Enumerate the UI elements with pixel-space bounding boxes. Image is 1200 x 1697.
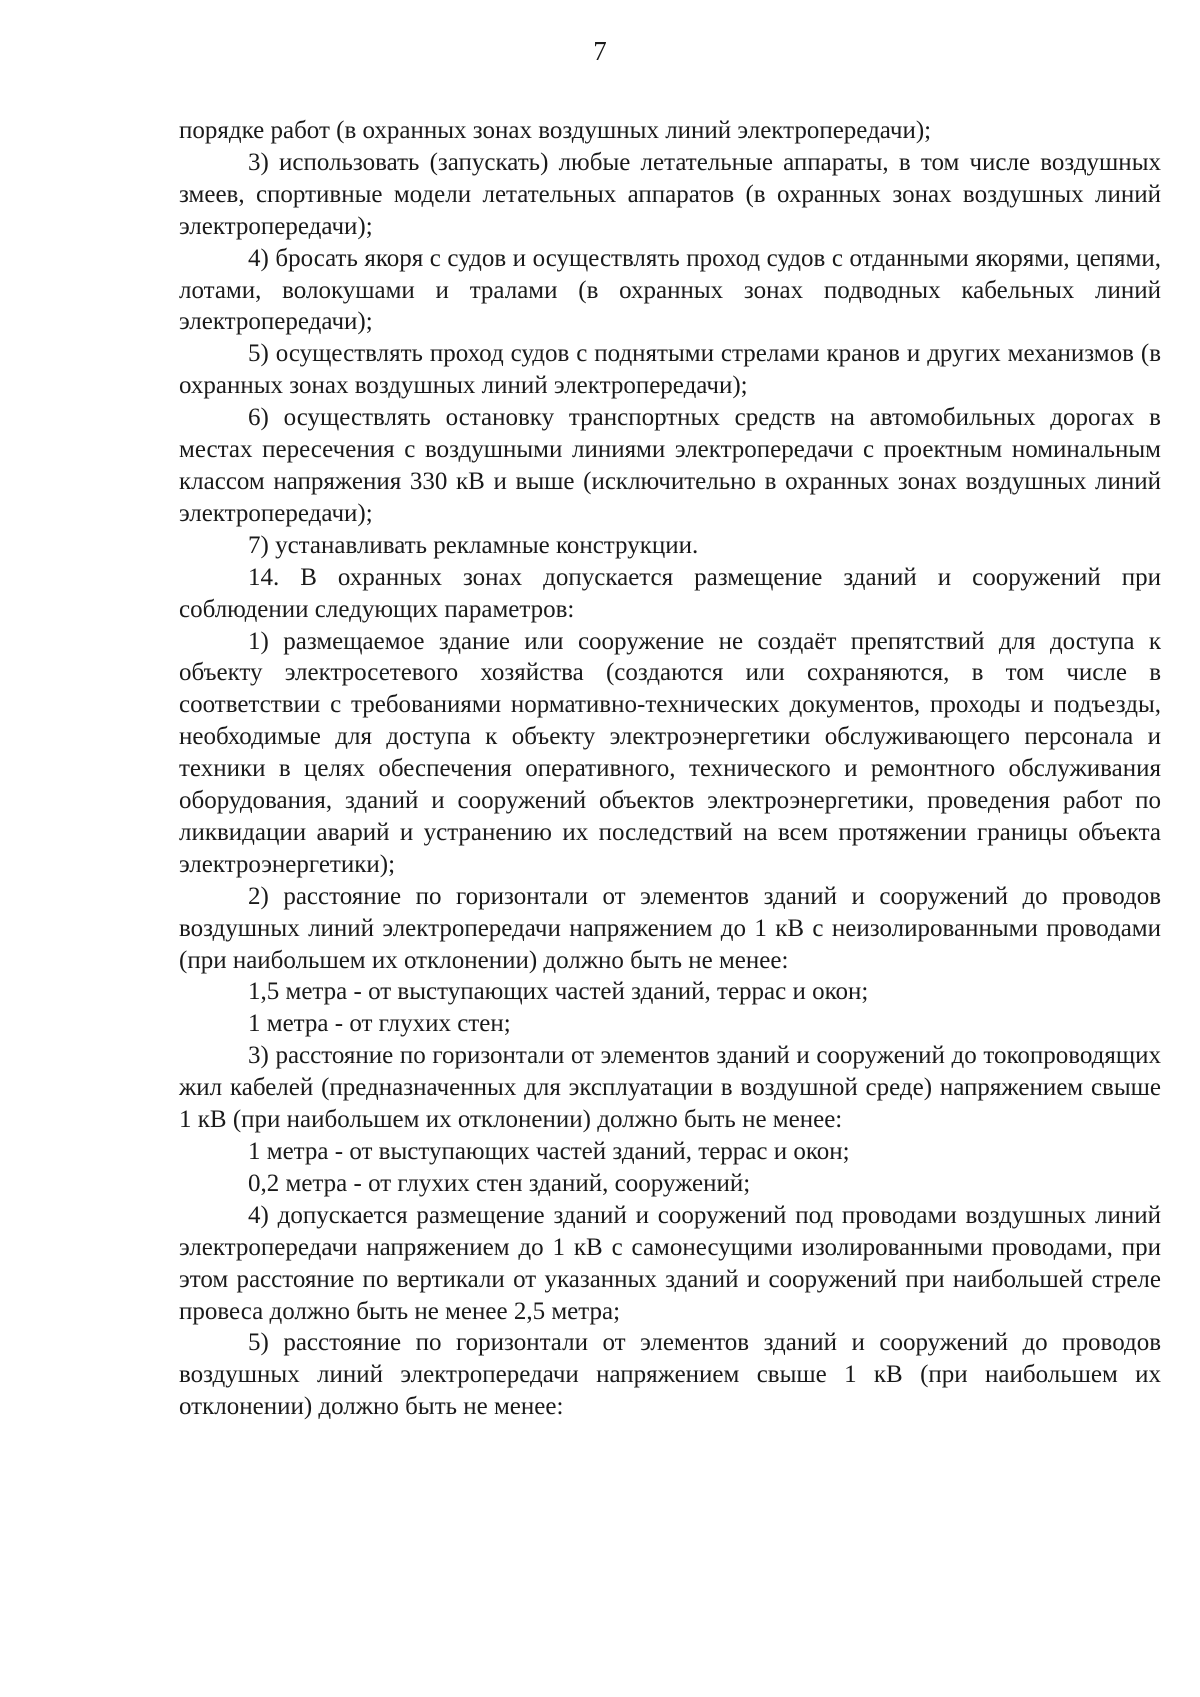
paragraph-item-4: 4) бросать якоря с судов и осуществлять проход судов с отданными якорями, цепями, лотами, волокушами и тралами (в охранных зонах подводных кабельных линий электропередачи); [179, 244, 1161, 336]
paragraph-item-7: 7) устанавливать рекламные конструкции. [248, 531, 699, 559]
paragraph-clause-14-item-2: 2) расстояние по горизонтали от элементов зданий и сооружений до проводов воздушных линий электропередачи напряжением до 1 кВ с неизолированными проводами (при наибольшем их отклонении) должно быть не менее: [179, 882, 1161, 974]
paragraph-clause-14-item-3: 3) расстояние по горизонтали от элементов зданий и сооружений до токопроводящих жил кабелей (предназначенных для эксплуатации в воздушной среде) напряжением свыше 1 кВ (при наибольшем их отклонении) должно быть не менее: [179, 1042, 1161, 1134]
paragraph-clause-14-item-3-line-b: 0,2 метра - от глухих стен зданий, сооружений; [248, 1169, 751, 1197]
paragraph-clause-14-item-4: 4) допускается размещение зданий и сооружений под проводами воздушных линий электропередачи напряжением до 1 кВ с самонесущими изолированными проводами, при этом расстояние по вертикали от указанных зданий и сооружений при наибольшей стреле провеса должно быть не менее 2,5 метра; [179, 1201, 1161, 1325]
paragraph-item-5: 5) осуществлять проход судов с поднятыми стрелами кранов и других механизмов (в охранных зонах воздушных линий электропередачи); [179, 340, 1161, 400]
paragraph-item-6: 6) осуществлять остановку транспортных средств на автомобильных дорогах в местах пересечения с воздушными линиями электропередачи с проектным номинальным классом напряжения 330 кВ и выше (исключительно в охранных зонах воздушных линий электропередачи); [179, 404, 1161, 527]
paragraph-clause-14-item-5: 5) расстояние по горизонтали от элементов зданий и сооружений до проводов воздушных линий электропередачи напряжением свыше 1 кВ (при наибольшем их отклонении) должно быть не менее: [179, 1329, 1161, 1421]
paragraph-item-3: 3) использовать (запускать) любые летательные аппараты, в том числе воздушных змеев, спортивные модели летательных аппаратов (в охранных зонах воздушных линий электропередачи); [179, 148, 1161, 240]
page-number: 7 [593, 36, 607, 66]
paragraph-clause-14-item-2-line-b: 1 метра - от глухих стен; [248, 1010, 511, 1038]
document-body [179, 115, 1161, 1423]
paragraph-clause-14-item-2-line-a: 1,5 метра - от выступающих частей зданий, террас и окон; [248, 978, 869, 1006]
paragraph-clause-14-item-1: 1) размещаемое здание или сооружение не создаёт препятствий для доступа к объекту электросетевого хозяйства (создаются или сохраняются, в том числе в соответствии с требованиями нормативно-технических документов, проходы и подъезды, необходимые для доступа к объекту электроэнергетики обслуживающего персонала и техники в целях обеспечения оперативного, технического и ремонтного обслуживания оборудования, зданий и сооружений объектов электроэнергетики, проведения работ по ликвидации аварий и устранению их последствий на всем протяжении границы объекта электроэнергетики); [179, 627, 1161, 878]
paragraph-clause-14-item-3-line-a: 1 метра - от выступающих частей зданий, террас и окон; [248, 1138, 850, 1165]
paragraph-continuation: порядке работ (в охранных зонах воздушных линий электропередачи); [179, 117, 932, 144]
paragraph-clause-14: 14. В охранных зонах допускается размещение зданий и сооружений при соблюдении следующих параметров: [179, 563, 1161, 623]
